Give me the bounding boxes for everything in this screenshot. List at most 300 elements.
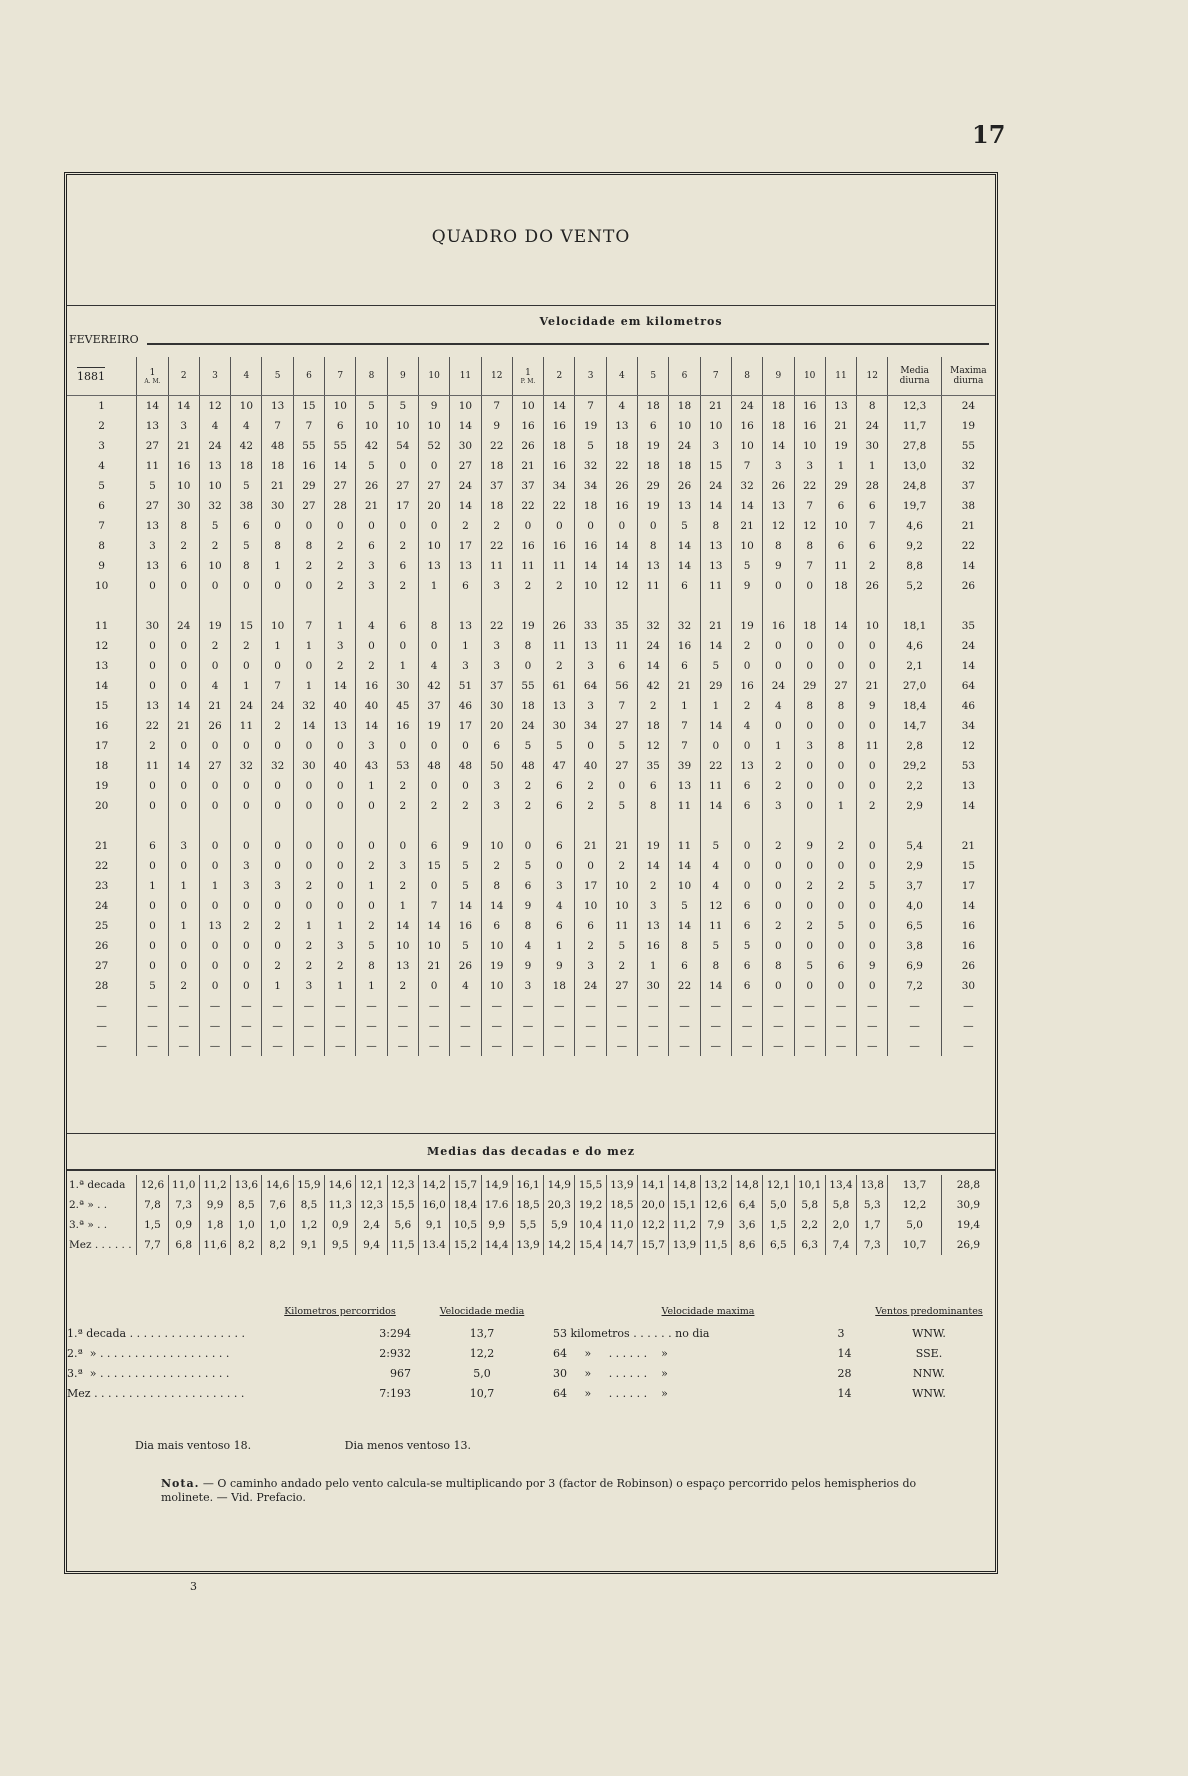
value-cell: 16 [512, 416, 543, 436]
value-cell: 10 [418, 936, 449, 956]
gap-cell [293, 596, 324, 616]
value-cell: 5 [544, 736, 575, 756]
value-cell: 0 [293, 656, 324, 676]
table-row [67, 896, 995, 916]
value-cell: 2 [387, 976, 418, 996]
dash-cell: — [700, 996, 731, 1016]
value-cell: 22 [669, 976, 700, 996]
decade-value: 9,9 [481, 1215, 512, 1235]
value-cell: 6 [731, 976, 762, 996]
day-cell: 1 [98, 400, 105, 412]
value-cell: 2,1 [888, 656, 941, 676]
gap-cell [941, 596, 995, 616]
value-cell: 1 [293, 676, 324, 696]
decade-value: 17.6 [481, 1195, 512, 1215]
value-cell: 6 [669, 656, 700, 676]
summary-table [67, 1305, 995, 1403]
value-cell: 3 [137, 536, 168, 556]
value-cell: 0 [794, 656, 825, 676]
value-cell: 4 [356, 616, 387, 636]
day-cell: 24 [94, 900, 109, 912]
value-cell: 6 [731, 916, 762, 936]
decade-value: 16,0 [418, 1195, 449, 1215]
value-cell: 5 [356, 396, 387, 417]
gap-cell [168, 816, 199, 836]
hour-header [137, 357, 168, 396]
value-cell: 34 [575, 716, 606, 736]
value-cell: 13 [575, 636, 606, 656]
value-cell: 0 [825, 716, 856, 736]
value-cell: 3 [794, 456, 825, 476]
dash-cell: — [731, 996, 762, 1016]
value-cell: 0 [387, 736, 418, 756]
value-cell: 6 [418, 836, 449, 856]
value-cell: 18 [638, 396, 669, 417]
summary-row [67, 1383, 995, 1403]
value-cell: 0 [293, 856, 324, 876]
value-cell: 9,2 [888, 536, 941, 556]
value-cell: 0 [262, 516, 293, 536]
value-cell: 10 [356, 416, 387, 436]
value-cell: 32 [293, 696, 324, 716]
summary-km: 7:193 [379, 1386, 411, 1400]
value-cell: 10 [731, 536, 762, 556]
value-cell: 8 [794, 696, 825, 716]
value-cell: 0 [575, 736, 606, 756]
value-cell: 5 [199, 516, 230, 536]
value-cell: 3 [387, 856, 418, 876]
decade-value: 10,4 [575, 1215, 606, 1235]
value-cell: 22 [941, 536, 995, 556]
value-cell: 28 [325, 496, 356, 516]
value-cell: 42 [231, 436, 262, 456]
day-cell: 11 [94, 620, 109, 632]
decade-value: 5,3 [857, 1195, 888, 1215]
value-cell: 4 [199, 416, 230, 436]
value-cell: 0 [262, 656, 293, 676]
value-cell: 13 [450, 556, 481, 576]
value-cell: 12 [763, 516, 794, 536]
value-cell: 42 [638, 676, 669, 696]
gap-cell [450, 816, 481, 836]
decade-label: 1.ª decada [69, 1179, 126, 1191]
day-cell: 12 [94, 640, 109, 652]
value-cell: 14 [450, 496, 481, 516]
decade-value: 11,3 [325, 1195, 356, 1215]
value-cell: 0 [763, 856, 794, 876]
value-cell: 0 [137, 576, 168, 596]
summary-dia: 14 [837, 1346, 852, 1360]
gap-cell [325, 596, 356, 616]
gap-cell [544, 596, 575, 616]
decade-value: 15,5 [387, 1195, 418, 1215]
dash-cell: — [418, 1016, 449, 1036]
decade-value: 11,2 [669, 1215, 700, 1235]
value-cell: 13 [825, 396, 856, 417]
value-cell: 40 [325, 696, 356, 716]
hour-header [262, 357, 293, 396]
value-cell: 16 [941, 936, 995, 956]
value-cell: 16 [544, 416, 575, 436]
value-cell: 15 [418, 856, 449, 876]
value-cell: 0 [418, 736, 449, 756]
decade-value: 2,0 [825, 1215, 856, 1235]
value-cell: 18 [231, 456, 262, 476]
value-cell: 0 [137, 676, 168, 696]
value-cell: 0 [731, 736, 762, 756]
value-cell: 8 [356, 956, 387, 976]
value-cell: 1 [325, 616, 356, 636]
value-cell: 14 [941, 896, 995, 916]
value-cell: 3 [512, 976, 543, 996]
value-cell: 18 [575, 496, 606, 516]
value-cell: 14 [356, 716, 387, 736]
hour-header [575, 357, 606, 396]
gap-cell [669, 596, 700, 616]
value-cell: 0 [387, 636, 418, 656]
value-cell: 37 [481, 476, 512, 496]
page-number: 17 [972, 120, 1006, 149]
value-cell: 2 [387, 776, 418, 796]
decade-value: 14,2 [418, 1175, 449, 1195]
value-cell: 14 [387, 916, 418, 936]
value-cell: 37 [941, 476, 995, 496]
dash-cell: — [606, 1016, 637, 1036]
hour-header [669, 357, 700, 396]
decade-value: 13,9 [606, 1175, 637, 1195]
decade-value: 1,7 [857, 1215, 888, 1235]
decade-rule [67, 1169, 995, 1171]
value-cell: 0 [262, 576, 293, 596]
hour-header [763, 357, 794, 396]
value-cell: 6 [857, 496, 888, 516]
value-cell: 17 [941, 876, 995, 896]
value-cell: 0 [325, 876, 356, 896]
value-cell: 27 [199, 756, 230, 776]
hour-label: 4 [243, 371, 250, 381]
value-cell: 9 [450, 836, 481, 856]
summary-header-vmax: Velocidade maxima [661, 1306, 755, 1317]
decade-value: 11,0 [168, 1175, 199, 1195]
value-cell: 6 [512, 876, 543, 896]
day-cell: 25 [94, 920, 109, 932]
value-cell: 21 [700, 616, 731, 636]
value-cell: 4 [700, 856, 731, 876]
value-cell: 14 [638, 656, 669, 676]
value-cell: 1 [168, 876, 199, 896]
media-header: Media diurna [888, 357, 941, 396]
value-cell: 5 [450, 856, 481, 876]
year-label: 1881 [77, 367, 105, 383]
summary-km: 967 [390, 1366, 411, 1380]
value-cell: 18 [544, 976, 575, 996]
value-cell: 14 [418, 916, 449, 936]
value-cell: 21 [941, 836, 995, 856]
decade-value: 11,0 [606, 1215, 637, 1235]
value-cell: 12 [199, 396, 230, 417]
value-cell: 9 [763, 556, 794, 576]
decade-value: 8,5 [293, 1195, 324, 1215]
value-cell: 16 [512, 536, 543, 556]
value-cell: 15 [231, 616, 262, 636]
value-cell: 11 [544, 636, 575, 656]
dash-cell: — [262, 1036, 293, 1056]
value-cell: 7 [418, 896, 449, 916]
value-cell: 14 [941, 656, 995, 676]
value-cell: 18,1 [888, 616, 941, 636]
value-cell: 6 [544, 796, 575, 816]
gap-cell [262, 596, 293, 616]
value-cell: 5 [356, 936, 387, 956]
value-cell: 26 [941, 576, 995, 596]
value-cell: 13 [700, 556, 731, 576]
dash-cell: — [450, 996, 481, 1016]
value-cell: 5 [669, 516, 700, 536]
value-cell: 2 [763, 836, 794, 856]
value-cell: 0 [575, 516, 606, 536]
value-cell: 14 [669, 916, 700, 936]
value-cell: 4 [199, 676, 230, 696]
value-cell: 14 [669, 556, 700, 576]
summary-row [67, 1323, 995, 1343]
value-cell: 0 [638, 516, 669, 536]
decade-value: 13.4 [418, 1235, 449, 1255]
gap-cell [199, 816, 230, 836]
gap-cell [731, 816, 762, 836]
value-cell: 30 [168, 496, 199, 516]
value-cell: 1 [356, 976, 387, 996]
decade-value: 12,3 [387, 1175, 418, 1195]
value-cell: 5 [606, 796, 637, 816]
value-cell: 54 [387, 436, 418, 456]
value-cell: 18 [825, 576, 856, 596]
value-cell: 1 [356, 776, 387, 796]
value-cell: 0 [606, 516, 637, 536]
decade-gap-row [67, 816, 995, 836]
value-cell: 3 [481, 636, 512, 656]
value-cell: 37 [512, 476, 543, 496]
value-cell: 16 [794, 396, 825, 417]
value-cell: 2 [231, 916, 262, 936]
value-cell: 18 [763, 416, 794, 436]
value-cell: 2 [450, 796, 481, 816]
dash-cell: — [512, 1016, 543, 1036]
gap-cell [387, 816, 418, 836]
value-cell: 13 [700, 536, 731, 556]
decade-value: 1,0 [262, 1215, 293, 1235]
value-cell: 37 [418, 696, 449, 716]
dash-cell: — [387, 1036, 418, 1056]
value-cell: 2 [293, 556, 324, 576]
value-cell: 0 [137, 776, 168, 796]
value-cell: 18 [763, 396, 794, 417]
value-cell: 0 [293, 576, 324, 596]
value-cell: 10 [387, 416, 418, 436]
value-cell: 0 [231, 796, 262, 816]
hourly-wind-table [67, 357, 995, 1056]
summary-km: 3:294 [379, 1326, 411, 1340]
dash-cell: — [544, 996, 575, 1016]
value-cell: 9 [418, 396, 449, 417]
decade-value: 8,2 [231, 1235, 262, 1255]
gap-cell [825, 596, 856, 616]
value-cell: 13 [418, 556, 449, 576]
dash-cell: — [325, 996, 356, 1016]
value-cell: 55 [512, 676, 543, 696]
dash-cell: — [763, 1036, 794, 1056]
value-cell: 0 [137, 896, 168, 916]
dash-cell: — [638, 1016, 669, 1036]
value-cell: 11,7 [888, 416, 941, 436]
value-cell: 13 [325, 716, 356, 736]
dash-cell: — [137, 1016, 168, 1036]
value-cell: 0 [857, 856, 888, 876]
value-cell: 0 [199, 856, 230, 876]
value-cell: 2 [325, 956, 356, 976]
value-cell: 0 [794, 936, 825, 956]
decade-value: 12,1 [763, 1175, 794, 1195]
value-cell: 0 [231, 736, 262, 756]
value-cell: 5 [137, 976, 168, 996]
summary-label: 3.ª » . . . . . . . . . . . . . . . . . . . [67, 1366, 230, 1380]
value-cell: 0 [325, 796, 356, 816]
value-cell: 11 [544, 556, 575, 576]
value-cell: 14 [763, 436, 794, 456]
day-cell: 7 [98, 520, 105, 532]
value-cell: 19 [638, 836, 669, 856]
day-cell: 27 [94, 960, 109, 972]
value-cell: 2 [293, 936, 324, 956]
gap-cell [638, 816, 669, 836]
value-cell: 55 [941, 436, 995, 456]
value-cell: 24 [638, 636, 669, 656]
gap-cell [544, 816, 575, 836]
value-cell: 2 [763, 756, 794, 776]
summary-label: 2.ª » . . . . . . . . . . . . . . . . . . . [67, 1346, 230, 1360]
value-cell: 24 [231, 696, 262, 716]
table-row [67, 656, 995, 676]
value-cell: 3 [575, 956, 606, 976]
summary-vmed: 5,0 [473, 1366, 491, 1380]
table-row [67, 456, 995, 476]
value-cell: 12 [638, 736, 669, 756]
value-cell: 21 [168, 716, 199, 736]
value-cell: 14 [606, 556, 637, 576]
value-cell: 24 [941, 396, 995, 417]
decade-value: 30,9 [941, 1195, 995, 1215]
gap-cell [888, 816, 941, 836]
value-cell: 6 [481, 916, 512, 936]
value-cell: 13 [669, 776, 700, 796]
value-cell: 11 [700, 576, 731, 596]
value-cell: 2 [731, 696, 762, 716]
value-cell: 4,6 [888, 516, 941, 536]
dash-cell: — [638, 1036, 669, 1056]
dash-cell: — [199, 996, 230, 1016]
value-cell: 27 [450, 456, 481, 476]
value-cell: 2 [356, 656, 387, 676]
value-cell: 28 [857, 476, 888, 496]
value-cell: 0 [418, 876, 449, 896]
day-cell: 13 [94, 660, 109, 672]
value-cell: 0 [794, 776, 825, 796]
summary-header-vento: Ventos predominantes [875, 1306, 983, 1317]
dash-cell: — [606, 1036, 637, 1056]
value-cell: 0 [325, 896, 356, 916]
value-cell: 16 [763, 616, 794, 636]
value-cell: 2 [262, 916, 293, 936]
value-cell: 5 [700, 936, 731, 956]
value-cell: 19 [481, 956, 512, 976]
value-cell: 11 [857, 736, 888, 756]
value-cell: 29 [825, 476, 856, 496]
table-row [67, 796, 995, 816]
value-cell: 27 [137, 436, 168, 456]
page-title: QUADRO DO VENTO [431, 227, 631, 247]
value-cell: 0 [418, 976, 449, 996]
dash-cell: — [606, 996, 637, 1016]
value-cell: 15 [293, 396, 324, 417]
table-row [67, 696, 995, 716]
decade-value: 5,0 [763, 1195, 794, 1215]
decade-value: 10,1 [794, 1175, 825, 1195]
value-cell: 0 [199, 936, 230, 956]
value-cell: 13 [606, 416, 637, 436]
gap-cell [638, 596, 669, 616]
value-cell: 24 [168, 616, 199, 636]
dash-cell: — [825, 1016, 856, 1036]
value-cell: 26 [669, 476, 700, 496]
hour-header [544, 357, 575, 396]
value-cell: 2 [356, 856, 387, 876]
value-cell: 48 [418, 756, 449, 776]
dash-cell: — [888, 1016, 941, 1036]
table-row [67, 616, 995, 636]
value-cell: 5 [731, 936, 762, 956]
value-cell: 1 [418, 576, 449, 596]
summary-vento: WNW. [912, 1386, 946, 1400]
value-cell: 11 [137, 756, 168, 776]
value-cell: 5 [731, 556, 762, 576]
value-cell: 2 [638, 696, 669, 716]
dash-cell: — [700, 1016, 731, 1036]
value-cell: 21 [512, 456, 543, 476]
value-cell: 0 [293, 796, 324, 816]
summary-km: 2:932 [379, 1346, 411, 1360]
summary-header-km: Kilometros percorridos [284, 1306, 396, 1317]
hour-header [731, 357, 762, 396]
value-cell: 40 [575, 756, 606, 776]
value-cell: 6 [825, 956, 856, 976]
value-cell: 0 [512, 656, 543, 676]
value-cell: 22 [137, 716, 168, 736]
value-cell: 0 [763, 876, 794, 896]
value-cell: 26 [199, 716, 230, 736]
value-cell: 16 [731, 676, 762, 696]
value-cell: 22 [481, 436, 512, 456]
value-cell: 1 [262, 636, 293, 656]
value-cell: 21 [575, 836, 606, 856]
value-cell: 16 [794, 416, 825, 436]
value-cell: 12 [794, 516, 825, 536]
value-cell: 2 [293, 876, 324, 896]
dash-cell: — [356, 1036, 387, 1056]
decade-value: 8,5 [231, 1195, 262, 1215]
value-cell: 50 [481, 756, 512, 776]
value-cell: 52 [418, 436, 449, 456]
value-cell: 0 [325, 776, 356, 796]
decade-value: 5,6 [387, 1215, 418, 1235]
